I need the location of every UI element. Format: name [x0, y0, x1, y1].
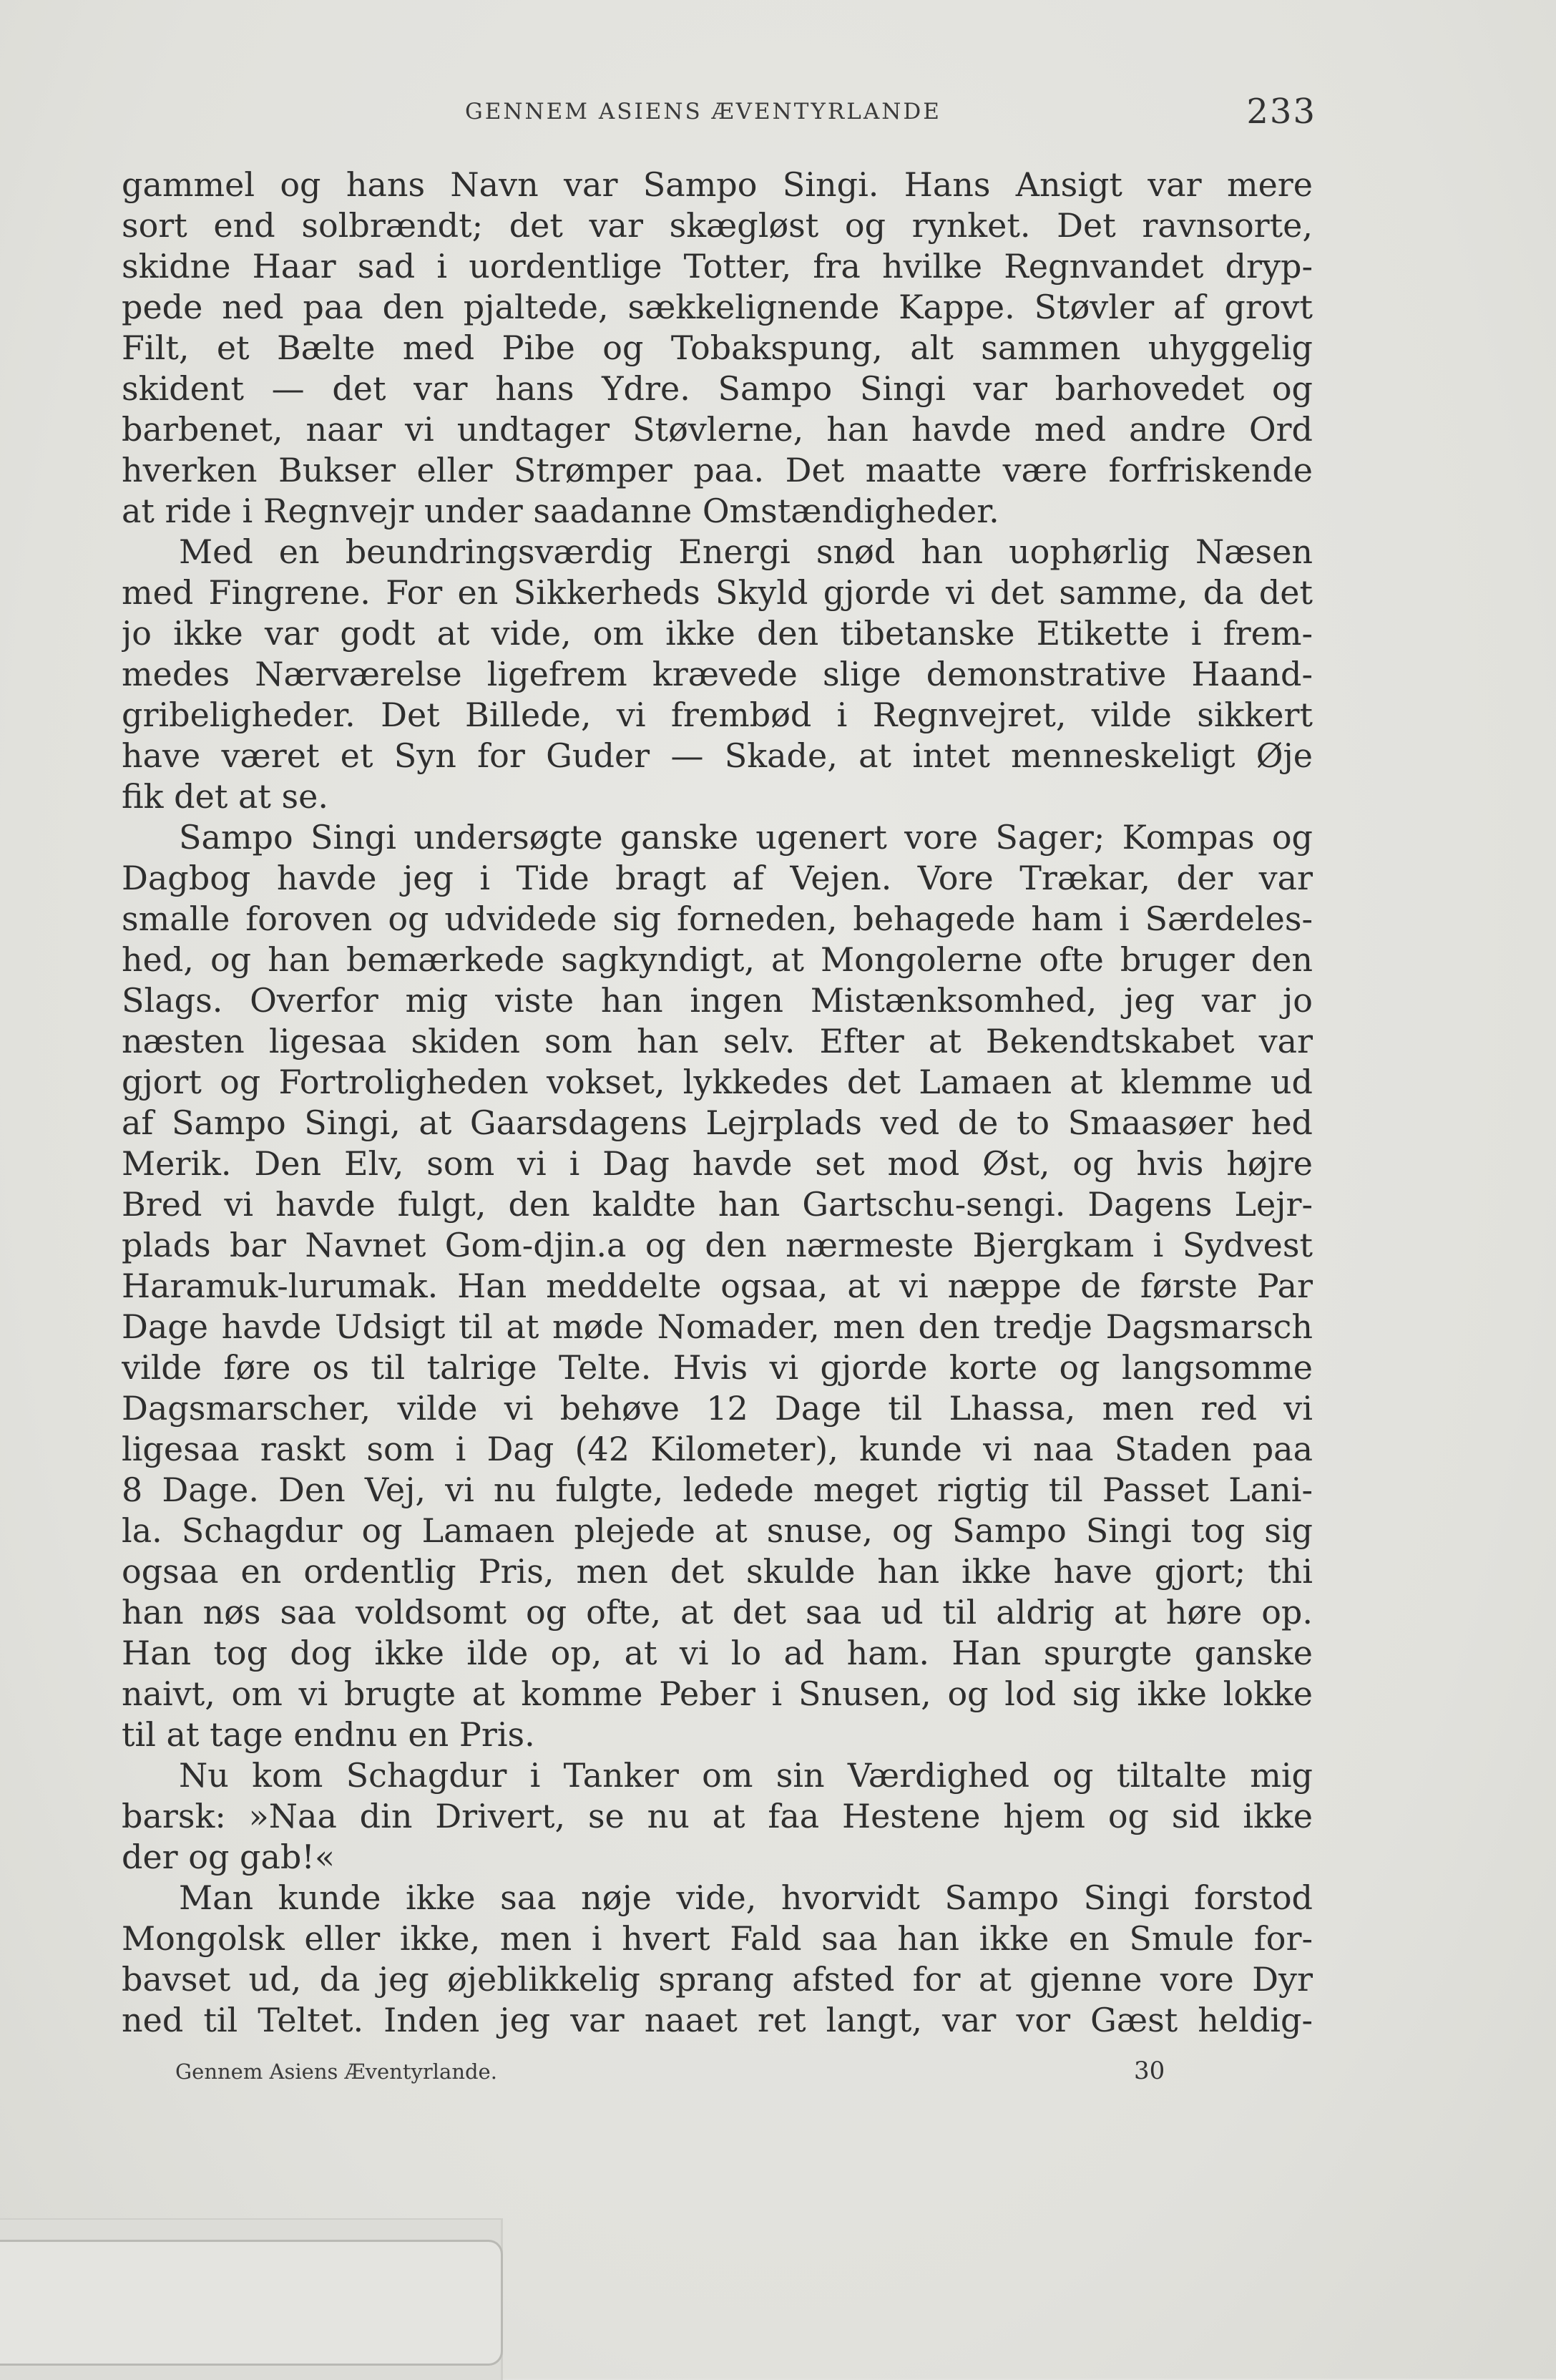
paragraph-first-line: Med en beundringsværdig Energi snød han uophørlig Næsen: [179, 532, 1313, 571]
text-line: skidne Haar sad i uordentlige Totter, fra hvilke Regnvandet dryp-: [122, 247, 1313, 286]
text-line: at ride i Regnvejr under saadanne Omstændigheder.: [122, 492, 999, 530]
text-line: barsk: »Naa din Drivert, se nu at faa Hestene hjem og sid ikke: [122, 1797, 1313, 1835]
text-line: Merik. Den Elv, som vi i Dag havde set mod Øst, og hvis højre: [122, 1144, 1313, 1183]
text-line: have været et Syn for Guder — Skade, at intet menneskeligt Øje: [122, 736, 1313, 775]
text-line: Haramuk-lurumak. Han meddelte ogsaa, at vi næppe de første Par: [122, 1267, 1313, 1305]
page-footer: [175, 2054, 1177, 2089]
library-label-slot: [0, 2240, 503, 2366]
page-number: 233: [1246, 92, 1316, 132]
text-line: naivt, om vi brugte at komme Peber i Snusen, og lod sig ikke lokke: [122, 1674, 1313, 1713]
text-line: næsten ligesaa skiden som han selv. Efter at Bekendtskabet var: [122, 1022, 1313, 1060]
text-line: plads bar Navnet Gom-djin.a og den nærmeste Bjergkam i Sydvest: [122, 1226, 1313, 1264]
text-line: hverken Bukser eller Strømper paa. Det maatte være forfriskende: [122, 451, 1313, 489]
text-line: bavset ud, da jeg øjeblikkelig sprang afsted for at gjenne vore Dyr: [122, 1960, 1313, 1999]
text-line: Dagsmarscher, vilde vi behøve 12 Dage til Lhassa, men red vi: [122, 1389, 1313, 1428]
running-title: GENNEM ASIENS ÆVENTYRLANDE: [465, 99, 941, 125]
text-line: jo ikke var godt at vide, om ikke den tibetanske Etikette i frem-: [122, 614, 1313, 653]
paragraph-first-line: Man kunde ikke saa nøje vide, hvorvidt Sampo Singi forstod: [179, 1878, 1313, 1917]
signature-number: 30: [1134, 2057, 1165, 2085]
text-line: Dage havde Udsigt til at møde Nomader, men den tredje Dagsmarsch: [122, 1307, 1313, 1346]
text-line: der og gab!«: [122, 1838, 335, 1876]
body-text: [122, 165, 1313, 2041]
text-line: ned til Teltet. Inden jeg var naaet ret langt, var vor Gæst heldig-: [122, 2001, 1313, 2039]
text-line: af Sampo Singi, at Gaarsdagens Lejrplads ved de to Smaasøer hed: [122, 1103, 1313, 1142]
text-line: Filt, et Bælte med Pibe og Tobakspung, alt sammen uhyggelig: [122, 328, 1313, 367]
text-line: gribeligheder. Det Billede, vi frembød i Regnvejret, vilde sikkert: [122, 696, 1313, 734]
text-line: han nøs saa voldsomt og ofte, at det saa ud til aldrig at høre op.: [122, 1593, 1313, 1632]
text-line: Mongolsk eller ikke, men i hvert Fald saa han ikke en Smule for-: [122, 1919, 1313, 1958]
text-line: Han tog dog ikke ilde op, at vi lo ad ham. Han spurgte ganske: [122, 1634, 1313, 1672]
text-line: gammel og hans Navn var Sampo Singi. Hans Ansigt var mere: [122, 165, 1313, 204]
text-line: Slags. Overfor mig viste han ingen Mistænksomhed, jeg var jo: [122, 981, 1313, 1020]
text-line: la. Schagdur og Lamaen plejede at snuse, og Sampo Singi tog sig: [122, 1511, 1313, 1550]
text-line: gjort og Fortroligheden vokset, lykkedes det Lamaen at klemme ud: [122, 1063, 1313, 1101]
text-line: vilde føre os til talrige Telte. Hvis vi gjorde korte og langsomme: [122, 1348, 1313, 1387]
text-line: hed, og han bemærkede sagkyndigt, at Mongolerne ofte bruger den: [122, 940, 1313, 979]
paragraph-first-line: Sampo Singi undersøgte ganske ugenert vore Sager; Kompas og: [179, 818, 1313, 857]
text-line: med Fingrene. For en Sikkerheds Skyld gjorde vi det samme, da det: [122, 573, 1313, 612]
text-line: smalle foroven og udvidede sig forneden, behagede ham i Særdeles-: [122, 899, 1313, 938]
text-line: sort end solbrændt; det var skægløst og rynket. Det ravnsorte,: [122, 206, 1313, 245]
text-line: barbenet, naar vi undtager Støvlerne, han havde med andre Ord: [122, 410, 1313, 449]
text-line: 8 Dage. Den Vej, vi nu fulgte, ledede meget rigtig til Passet Lani-: [122, 1471, 1313, 1509]
text-line: Dagbog havde jeg i Tide bragt af Vejen. Vore Trækar, der var: [122, 859, 1313, 897]
paragraph-first-line: Nu kom Schagdur i Tanker om sin Værdighed og tiltalte mig: [179, 1756, 1313, 1795]
text-line: pede ned paa den pjaltede, sækkelignende Kappe. Støvler af grovt: [122, 288, 1313, 326]
signature-title: Gennem Asiens Æventyrlande.: [175, 2059, 497, 2084]
page-header: [122, 92, 1316, 135]
text-line: fik det at se.: [122, 777, 328, 816]
text-line: til at tage endnu en Pris.: [122, 1715, 535, 1754]
text-line: ligesaa raskt som i Dag (42 Kilometer), kunde vi naa Staden paa: [122, 1430, 1313, 1468]
text-line: Bred vi havde fulgt, den kaldte han Gartschu-sengi. Dagens Lejr-: [122, 1185, 1313, 1224]
text-line: skident — det var hans Ydre. Sampo Singi var barhovedet og: [122, 369, 1313, 408]
text-line: medes Nærværelse ligefrem krævede slige demonstrative Haand-: [122, 655, 1313, 693]
text-line: ogsaa en ordentlig Pris, men det skulde han ikke have gjort; thi: [122, 1552, 1313, 1591]
